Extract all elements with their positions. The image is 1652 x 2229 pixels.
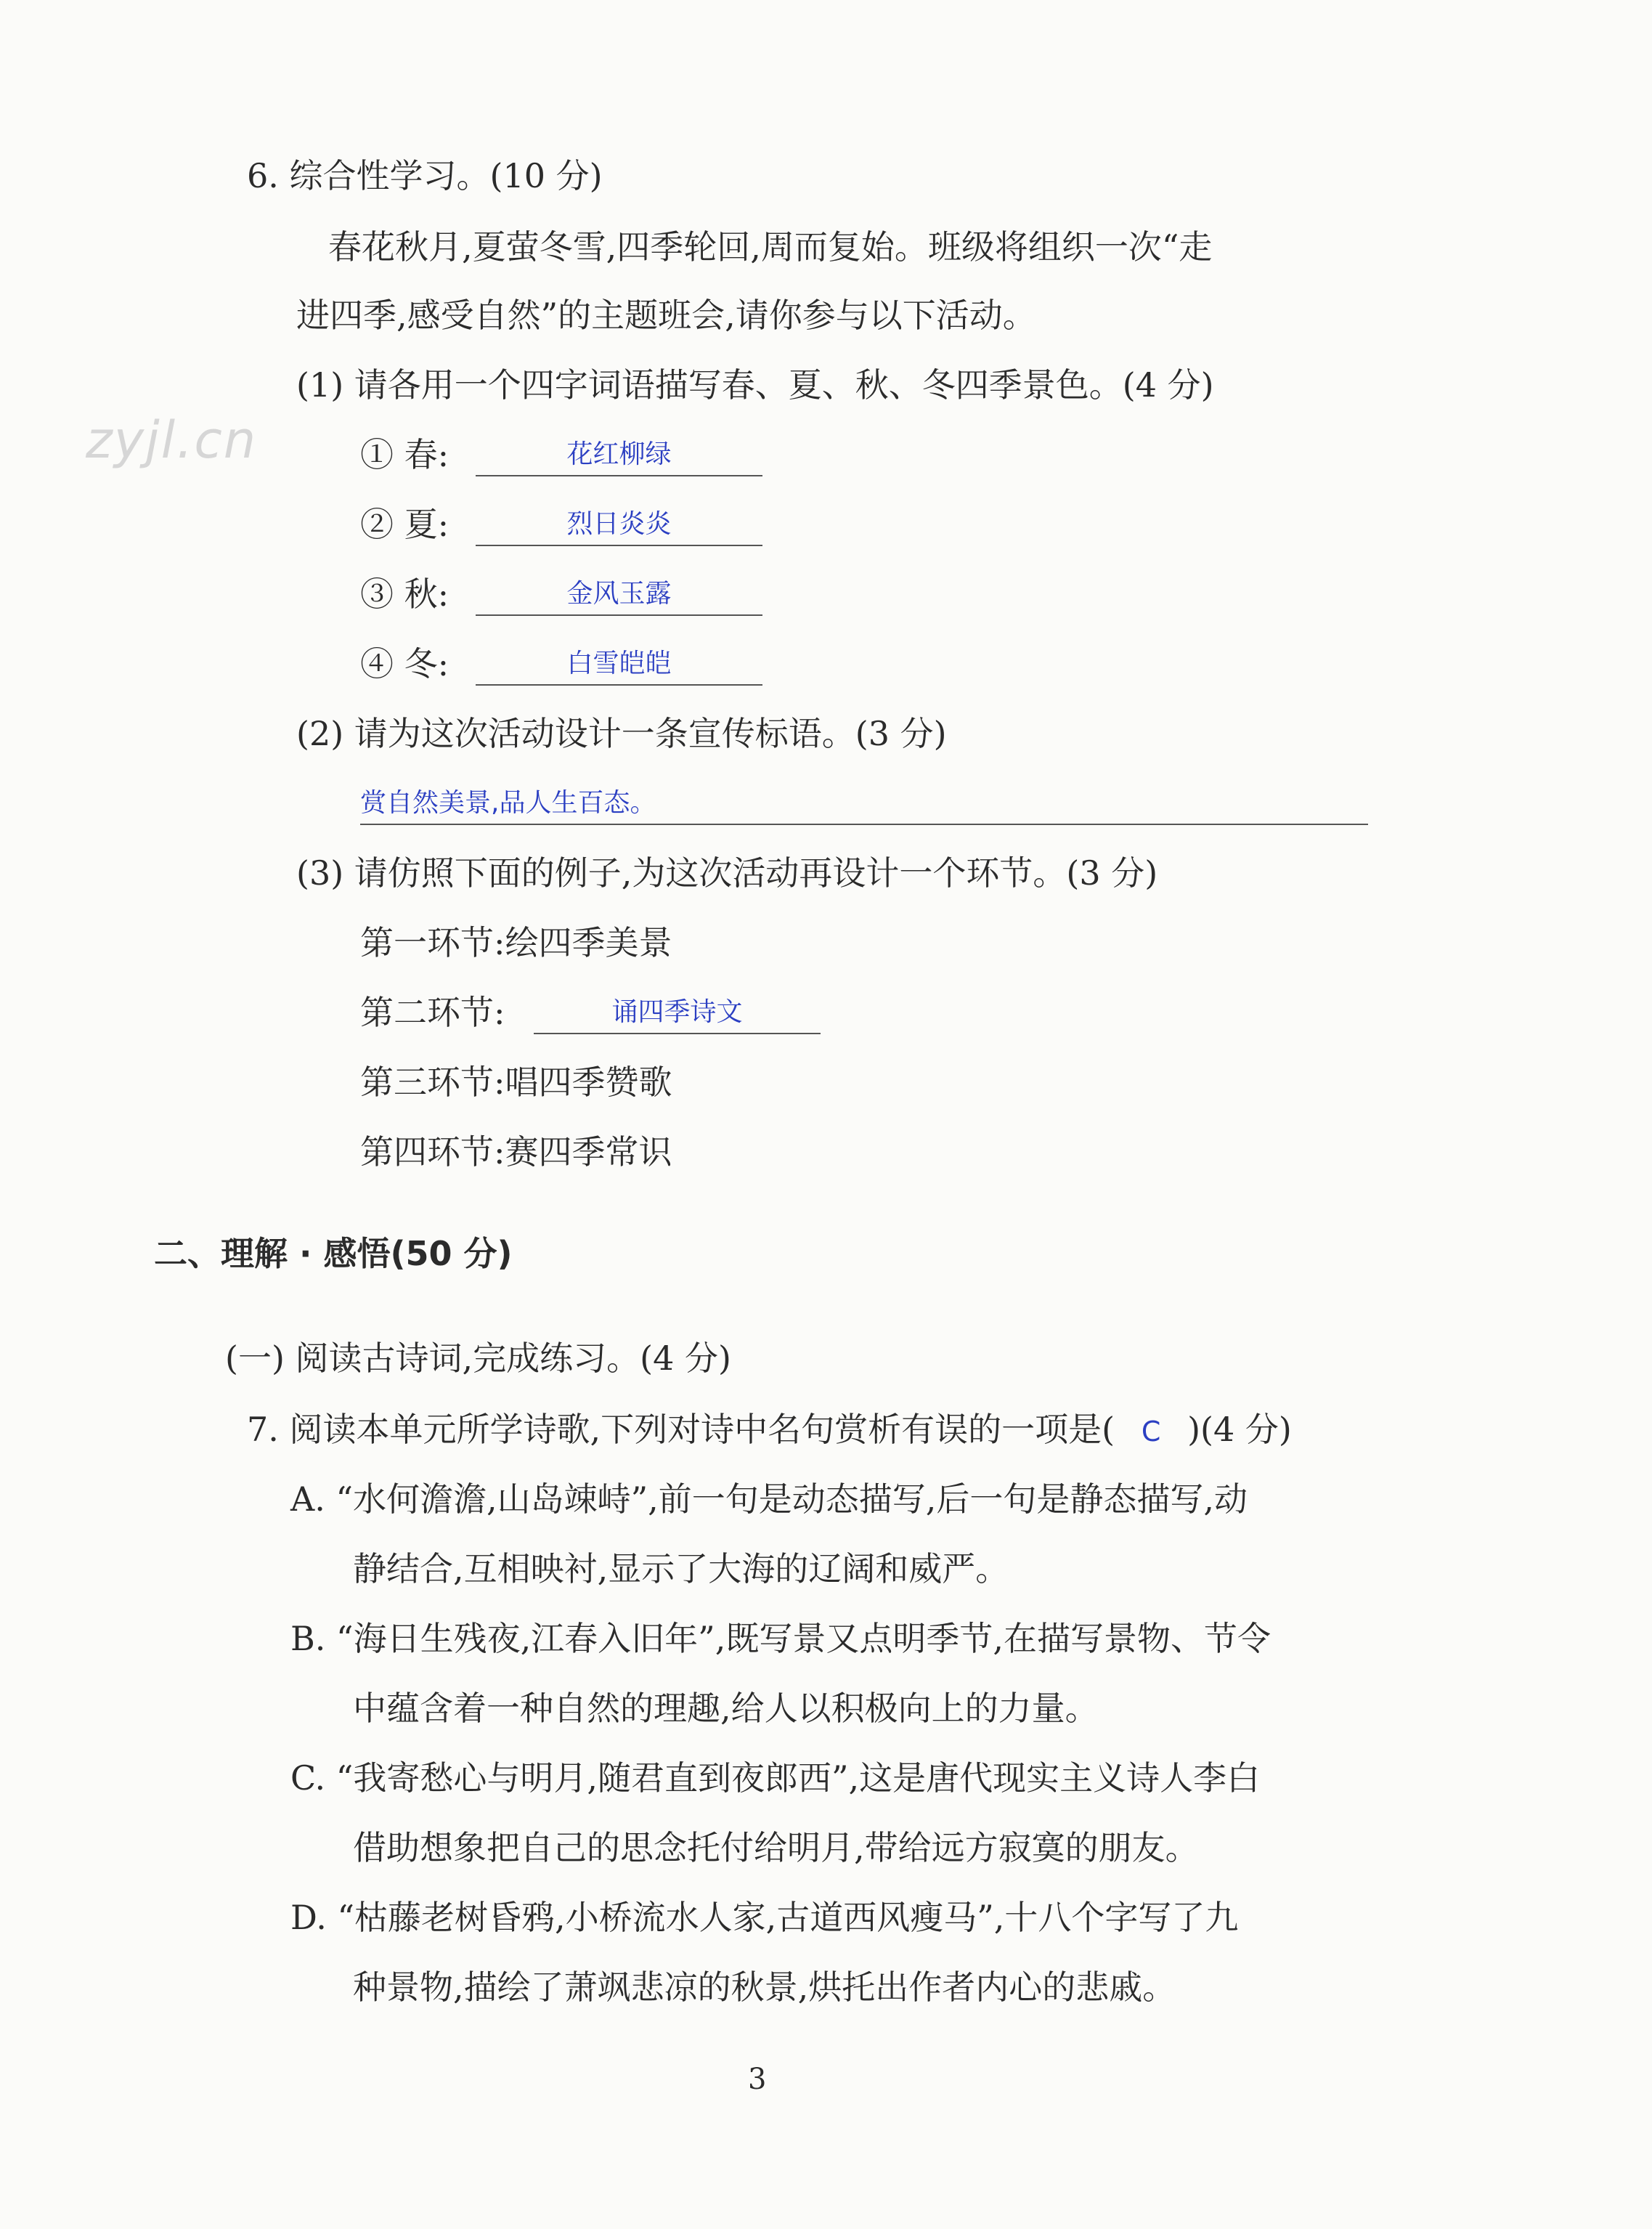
watermark: zyjl.cn [86,410,258,470]
step-2-label: 第二环节: [360,993,505,1032]
option-a-line2: 静结合,互相映衬,显示了大海的辽阔和威严。 [353,1549,1009,1588]
season-label-autumn: ③ 秋: [360,574,449,614]
season-blank-winter[interactable] [476,643,762,686]
season-label-summer: ② 夏: [360,505,449,544]
option-c-line2: 借助想象把自己的思念托付给明月,带给远方寂寞的朋友。 [353,1828,1199,1867]
q6-part1: (1) 请各用一个四字词语描写春、夏、秋、冬四季景色。(4 分) [296,365,1214,405]
season-answer-summer: 烈日炎炎 [566,509,672,539]
q6-part2: (2) 请为这次活动设计一条宣传标语。(3 分) [296,714,947,753]
season-answer-spring: 花红柳绿 [566,439,672,469]
step-2-answer: 诵四季诗文 [611,997,743,1027]
option-c-line1: C. “我寄愁心与明月,随君直到夜郎西”,这是唐代现实主义诗人李白 [290,1758,1261,1798]
step-4: 第四环节:赛四季常识 [360,1132,672,1172]
season-answer-autumn: 金风玉露 [566,579,672,609]
q7-prefix: 7. 阅读本单元所学诗歌,下列对诗中名句赏析有误的一项是( [247,1410,1115,1449]
q6-intro-line1: 春花秋月,夏萤冬雪,四季轮回,周而复始。班级将组织一次“走 [328,227,1213,267]
q6-title: 6. 综合性学习。(10 分) [247,156,603,195]
step-3: 第三环节:唱四季赞歌 [360,1063,672,1102]
season-answer-winter: 白雪皑皑 [566,649,672,678]
option-b-line2: 中蕴含着一种自然的理趣,给人以积极向上的力量。 [353,1689,1099,1728]
season-blank-spring[interactable] [476,434,762,476]
season-label-winter: ④ 冬: [360,644,449,683]
season-label-spring: ① 春: [360,435,449,474]
option-d-line1: D. “枯藤老树昏鸦,小桥流水人家,古道西风瘦马”,十八个字写了九 [290,1898,1239,1937]
slogan-answer: 赏自然美景,品人生百态。 [360,788,656,818]
slogan-blank[interactable] [360,783,1368,825]
option-b-line1: B. “海日生残夜,江春入旧年”,既写景又点明季节,在描写景物、节令 [290,1619,1271,1658]
q6-intro-line2: 进四季,感受自然”的主题班会,请你参与以下活动。 [296,296,1036,335]
step-2-blank[interactable] [534,992,821,1034]
q7-suffix: )(4 分) [1187,1410,1292,1449]
option-d-line2: 种景物,描绘了萧飒悲凉的秋景,烘托出作者内心的悲戚。 [353,1968,1176,2007]
step-1: 第一环节:绘四季美景 [360,923,672,962]
section-heading: 二、理解 · 感悟(50 分) [154,1234,513,1273]
season-blank-summer[interactable] [476,504,762,546]
season-blank-autumn[interactable] [476,574,762,616]
q7-answer[interactable]: C [1141,1416,1161,1448]
option-a-line1: A. “水何澹澹,山岛竦峙”,前一句是动态描写,后一句是静态描写,动 [290,1479,1248,1519]
q7-stem [247,1408,1292,1453]
q6-part3: (3) 请仿照下面的例子,为这次活动再设计一个环节。(3 分) [296,853,1158,893]
subsection-1: (一) 阅读古诗词,完成练习。(4 分) [225,1339,731,1378]
page-number: 3 [748,2063,767,2096]
